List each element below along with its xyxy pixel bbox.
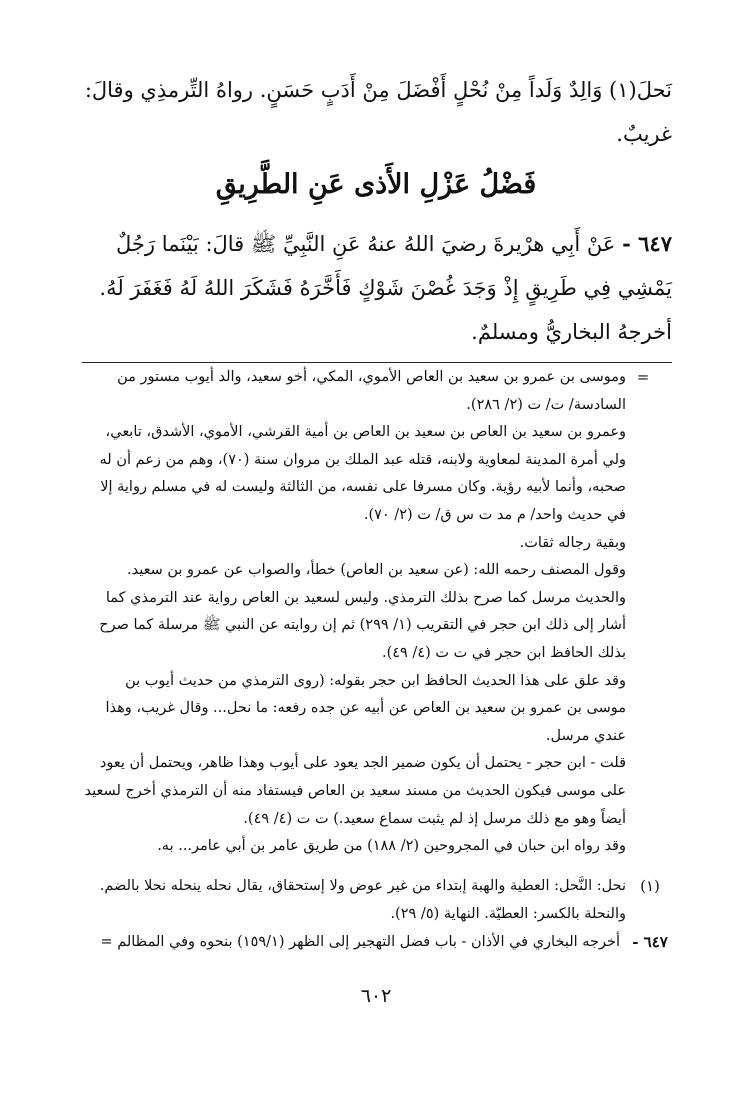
footnote-647-text: أخرجه البخاري في الأذان - باب فضل التهجير إلى الظهر (١٥٩/١) بنحوه وفي المظالم =: [100, 934, 620, 950]
main-text-continuation: نَحلَ(١) وَالِدٌ وَلَداً مِنْ نُحْلٍ أَفْضَلَ مِنْ أَدَبٍ حَسَنٍ. رواهُ التِّرمذِي وقالَ: غريبٌ.: [84, 78, 672, 146]
footnote-continued: [82, 364, 626, 861]
footnote-paragraph: وبقية رجاله ثقات.: [519, 534, 626, 551]
page-number: ٦٠٢: [360, 985, 392, 1007]
footnote-paragraph: وعمرو بن سعيد بن العاص بن سعيد بن العاص بن أمية القرشي، الأموي، الأشدق، تابعي، ولي أمرة المدينة لمعاوية ولابنه، قتله عبد الملك بن مروان سنة (٧٠)، وهم من زعم أن له صحبه، وأنما لأبيه رؤية. وكان مسرفا على نفسه، من الثالثة وليست له في مسلم رواية إلا في حديث واحد/ م مد ت س ق/ ت (٢/ ٧٠).: [99, 424, 626, 523]
continuation-marker: =: [636, 368, 650, 386]
footnote-647-marker: ٦٤٧ -: [632, 933, 668, 951]
footnote-paragraph: وقد رواه ابن حبان في المجروحين (٢/ ١٨٨) من طريق عامر بن أبي عامر... به.: [157, 838, 626, 855]
footnote-1-text: نحل: النَّحل: العطية والهبة إبتداء من غير عوض ولا إستحقاق، يقال نحله ينحله نحلا بالضم. والنحلة بالكسر: العطيّة. النهاية (٥/ ٢٩).: [99, 878, 626, 922]
footnote-paragraph: وقول المصنف رحمه الله: (عن سعيد بن العاص) خطأ، والصواب عن عمرو بن سعيد. والحديث مرسل كما صرح بذلك الترمذي. وليس لسعيد بن العاص رواية عند الترمذي كما أشار إلى ذلك ابن حجر في التقريب (١/ ٢٩٩) ثم إن روايته عن النبي ﷺ مرسلة كما صرح بذلك الحافظ ابن حجر في ت ت (٤/ ٤٩).: [99, 562, 626, 661]
hadith-text: عَنْ أَبِي هرْيرةَ رضيَ اللهُ عنهُ عَنِ النَّبِيِّ ﷺ قالَ: بَيْنَما رَجُلٌ يَمْشِي فِي طَرِيقٍ إِذْ وَجَدَ غُصْنَ شَوْكٍ فَأَخَّرَهُ فَشَكَرَ اللهُ لَهُ فَغَفَرَ لَهُ. أخرجهُ البخاريُّ ومسلمٌ.: [99, 232, 672, 344]
hadith-number: ٦٤٧ -: [622, 231, 672, 256]
footnote-separator: [82, 362, 672, 363]
footnote-paragraph: وموسى بن عمرو بن سعيد بن العاص الأموي، المكي، أخو سعيد، والد أيوب مستور من السادسة/ ت/ ت (٢/ ٢٨٦).: [117, 369, 626, 413]
footnote-paragraph: قلت - ابن حجر - يحتمل أن يكون ضمير الجد يعود على أيوب وهذا ظاهر، ويحتمل أن يعود على موسى فيكون الحديث من مسند سعيد بن العاص فيستفاد منه أن الترمذي أخرج لسعيد أيضاً وهو مع ذلك مرسل إذ لم يثبت سماع سعيد.) ت ت (٤/ ٤٩).: [84, 755, 626, 827]
hadith-paragraph: [82, 222, 672, 354]
section-heading: فَضْلُ عَزْلِ الأَذى عَنِ الطَّرِيقِ: [215, 169, 537, 200]
footnote-1-marker: (١): [640, 877, 660, 895]
footnote-paragraph: وقد علق على هذا الحديث الحافظ ابن حجر بقوله: (روى الترمذي من حديث أيوب بن موسى بن عمرو بن سعيد بن العاص عن أبيه عن جده رفعه: ما نحل... وقال غريب، وهذا عندي مرسل.: [105, 672, 626, 744]
